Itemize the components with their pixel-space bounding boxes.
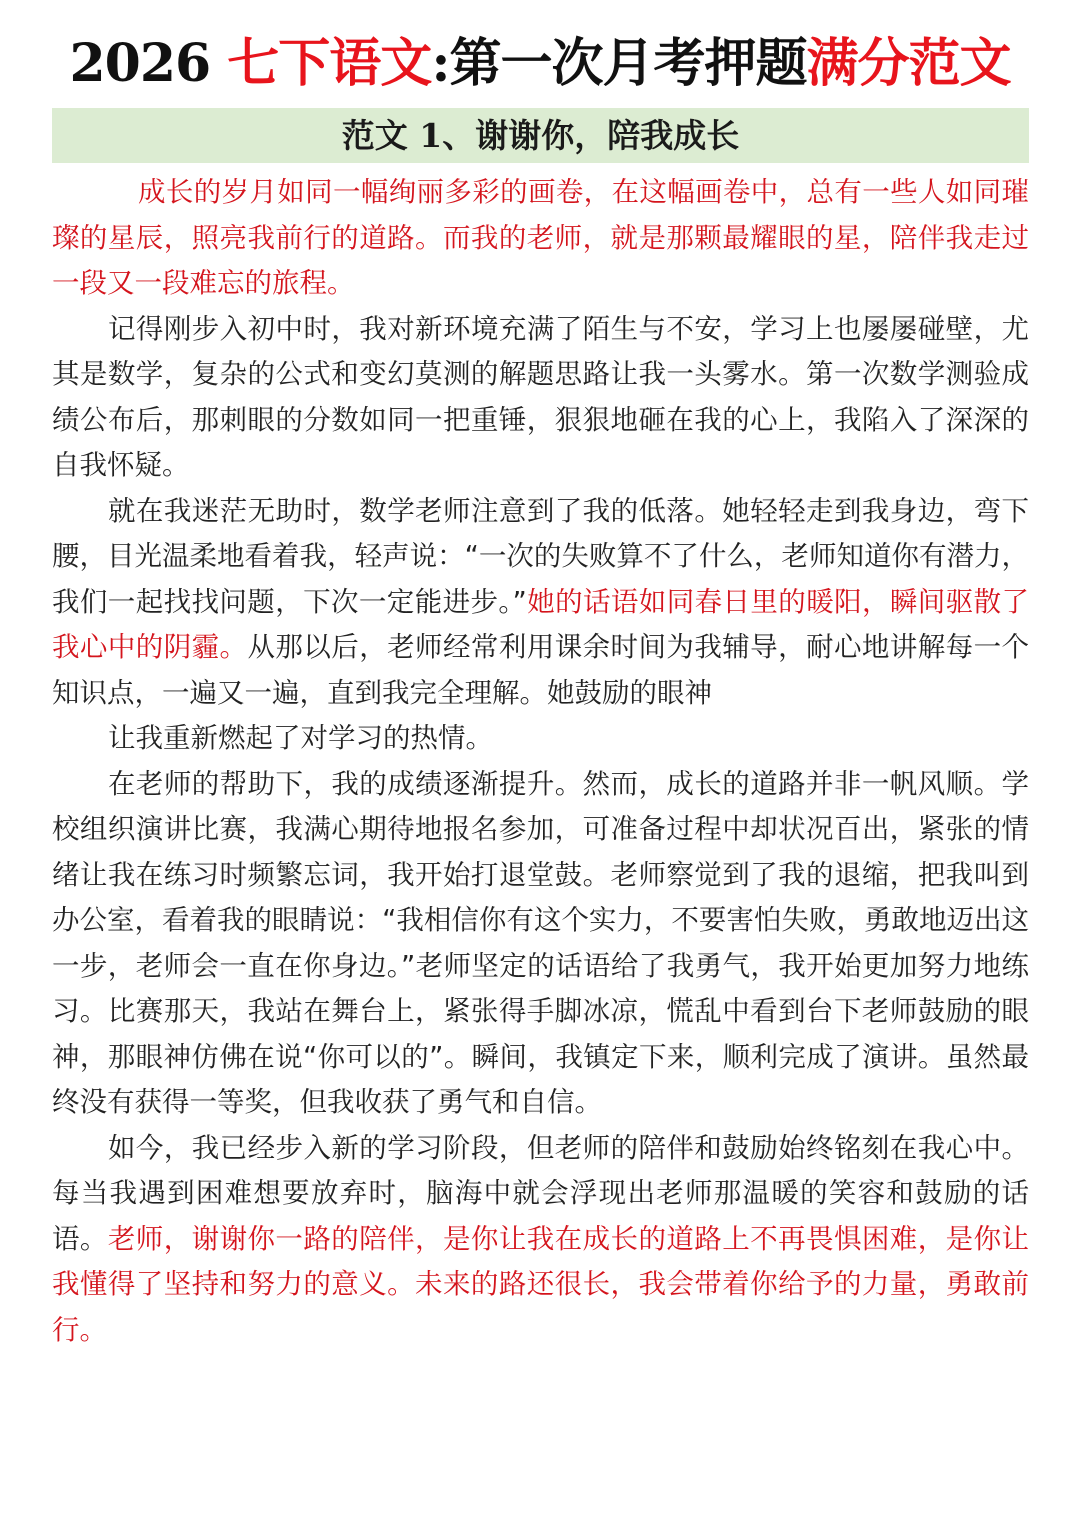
paragraph-3-text-before: 就在我迷茫无助时，数学老师注意到了我的低落。她轻轻走到我身边，弯下腰，目光温柔地看着我，轻声说：“一次的失败算不了什么，老师知道你有潜力，我们一起找找问题，下次一定能进步。” (52, 494, 1029, 618)
title-exam: :第一次月考押题 (431, 33, 807, 94)
paragraph-6-text-before: 如今，我已经步入新的学习阶段，但老师的陪伴和鼓励始终铭刻在我心中。每当我遇到困难想要放弃时，脑海中就会浮现出老师那温暖的笑容和鼓励的话语。 (52, 1131, 1029, 1255)
paragraph-2: 记得刚步入初中时，我对新环境充满了陌生与不安，学习上也屡屡碰壁，尤其是数学，复杂的公式和变幻莫测的解题思路让我一头雾水。第一次数学测验成绩公布后，那刺眼的分数如同一把重锤，狠狠地砸在我的心上，我陷入了深深的自我怀疑。 (52, 312, 1029, 481)
paragraph-4: 让我重新燃起了对学习的热情。 (108, 722, 493, 754)
title-year: 2026 (69, 33, 228, 94)
title-model-essay: 满分范文 (806, 33, 1011, 94)
essay-body (52, 170, 1029, 1353)
paragraph-5: 在老师的帮助下，我的成绩逐渐提升。然而，成长的道路并非一帆风顺。学校组织演讲比赛，我满心期待地报名参加，可准备过程中却状况百出，紧张的情绪让我在练习时频繁忘词，我开始打退堂鼓。老师察觉到了我的退缩，把我叫到办公室，看着我的眼睛说：“我相信你有这个实力，不要害怕失败，勇敢地迈出这一步，老师会一直在你身边。”老师坚定的话语给了我勇气，我开始更加努力地练习。比赛那天，我站在舞台上，紧张得手脚冰凉，慌乱中看到台下老师鼓励的眼神，那眼神仿佛在说“你可以的”。瞬间，我镇定下来，顺利完成了演讲。虽然最终没有获得一等奖，但我收获了勇气和自信。 (52, 767, 1029, 1118)
paragraph-6 (52, 1126, 1029, 1354)
essay-subtitle: 范文 1、谢谢你，陪我成长 (341, 116, 740, 155)
paragraph-3-highlight: 她的话语如同春日里的暖阳，瞬间驱散了我心中的阴霾。 (52, 585, 1029, 663)
paragraph-6-highlight: 老师，谢谢你一路的陪伴，是你让我在成长的道路上不再畏惧困难，是你让我懂得了坚持和努力的意义。未来的路还很长，我会带着你给予的力量，勇敢前行。 (52, 1222, 1030, 1346)
title-grade-subject: 七下语文 (227, 33, 432, 94)
paragraph-1-highlight: 成长的岁月如同一幅绚丽多彩的画卷，在这幅画卷中，总有一些人如同璀璨的星辰，照亮我前行的道路。而我的老师，就是那颗最耀眼的星，陪伴我走过一段又一段难忘的旅程。 (52, 176, 1029, 299)
subtitle-banner (52, 108, 1029, 163)
paragraph-3 (52, 489, 1029, 717)
page-title (0, 28, 1080, 100)
paragraph-3-text-after: 从那以后，老师经常利用课余时间为我辅导，耐心地讲解每一个知识点，一遍又一遍，直到我完全理解。她鼓励的眼神 (52, 631, 1030, 709)
paragraph-1 (52, 170, 1029, 307)
